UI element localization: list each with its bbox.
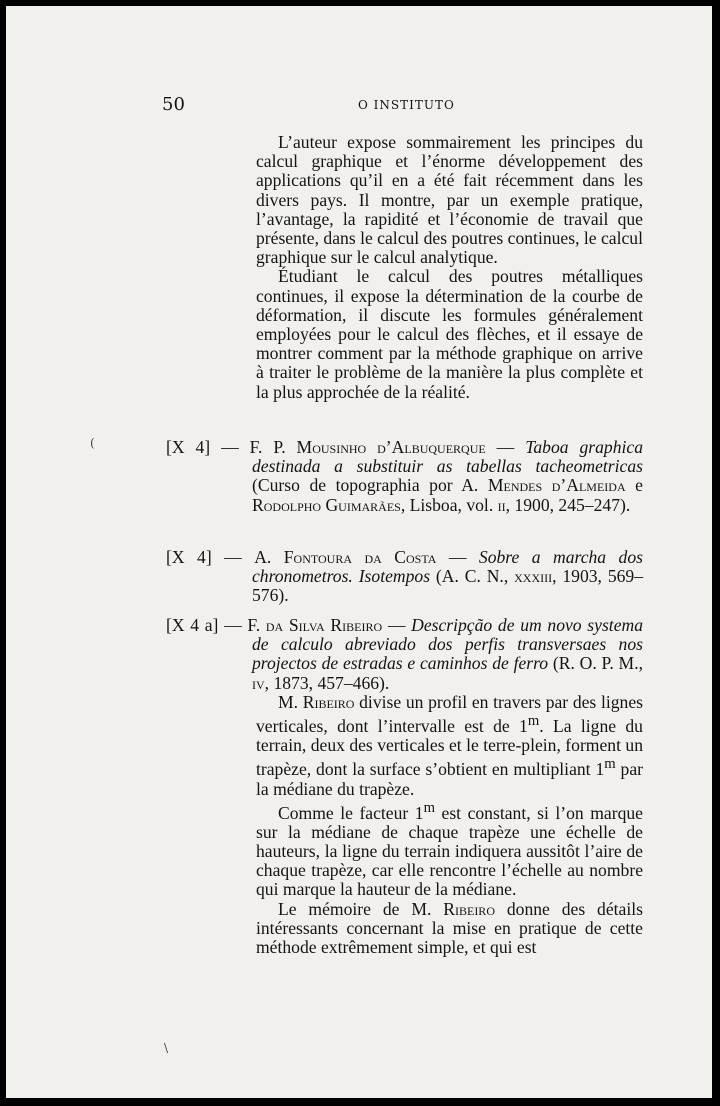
- entry-author: F. P. Mousinho d’Albuquerque: [249, 437, 486, 457]
- entry-source: (R. O. P. M.,: [548, 653, 643, 674]
- bibliography-entry: [166, 548, 643, 606]
- entry-dash: —: [382, 615, 412, 635]
- entry-title: Descripção de um novo systema de calculo abreviado dos perfis transversaes nos projectos de estradas e caminhos de ferro: [252, 615, 644, 674]
- ribeiro-summary: [256, 693, 643, 957]
- summary-paragraph-3: [256, 900, 643, 958]
- summary-paragraph-1: [256, 693, 643, 799]
- text-run: par la médiane du trapèze.: [256, 759, 643, 799]
- unit-superscript: m: [423, 799, 435, 816]
- entry-author: A. Fontoura da Costa: [254, 547, 437, 567]
- text-run: est constant, si l’on marque sur la médiane de chaque trapèze une échelle de hauteurs, la ligne du terrain indiquera aussitôt l’aire de chaque trapèze, car elle rencontre l’échelle au nombre qui marque la hauteur de la médiane.: [256, 802, 643, 900]
- text-run: M.: [278, 692, 303, 712]
- entry-code: [X 4]: [166, 437, 211, 457]
- entry-dash: —: [218, 615, 248, 635]
- entry-source: , 1900, 245–247).: [505, 494, 631, 515]
- text-run: . La ligne du terrain, deux des verticales et le terre-plein, forment un trapèze, dont la surface s’obtient en multipliant 1: [256, 716, 643, 780]
- margin-mark: \: [164, 1041, 169, 1055]
- running-title: O INSTITUTO: [358, 98, 455, 112]
- entry-code: [X 4 a]: [166, 615, 219, 635]
- summary-paragraph-2: [256, 799, 643, 900]
- page-number: 50: [162, 94, 185, 115]
- entry-dash: —: [485, 437, 526, 457]
- entry-source: , 1873, 457–466).: [264, 672, 390, 693]
- bibliography-entry: [166, 438, 643, 515]
- text-run: divise un profil en travers par des lignes verticales, dont l’intervalle est de 1: [256, 692, 643, 737]
- entry-dash: —: [211, 547, 255, 567]
- intro-paragraph-1: L’auteur expose sommairement les principes du calcul graphique et l’énorme développement des applications qu’il en a été fait récemment dans les divers pays. Il montre, par un exemple pratique, l’avantage, la rapidité et l’économie de travail que présente, dans le calcul des poutres continues, le calcul graphique sur le calcul analytique.: [256, 132, 643, 268]
- entry-dash: —: [210, 437, 250, 457]
- entry-volume: iv: [252, 672, 265, 693]
- entry-title: Taboa graphica destinada a substituir as tabellas tacheometricas: [252, 437, 644, 477]
- text-run: Le mémoire de M.: [278, 898, 444, 919]
- entry-volume: ii: [497, 494, 506, 515]
- person-name: Ribeiro: [443, 898, 495, 919]
- entry-source: , 1903, 569–576).: [252, 566, 644, 606]
- entry-volume: xxxiii: [514, 566, 553, 587]
- entry-coauthor: Mendes d’Almeida: [487, 475, 626, 496]
- bibliography-entry: [166, 616, 643, 693]
- unit-superscript: m: [527, 713, 540, 730]
- entry-source: (A. C. N.,: [430, 566, 515, 587]
- document-page: [6, 6, 712, 1098]
- entry-author: F. da Silva Ribeiro: [247, 615, 383, 635]
- unit-superscript: m: [604, 756, 616, 773]
- margin-mark: (: [90, 436, 95, 450]
- page-header: [6, 94, 712, 116]
- entry-coauthor: Rodolpho Guimarães: [252, 494, 401, 515]
- entry-title: Sobre a marcha dos chronometros. Isotempos: [252, 547, 643, 587]
- text-run: Comme le facteur 1: [278, 802, 424, 823]
- entry-source: e: [625, 475, 643, 496]
- text-run: donne des détails intéressants concernant la mise en pratique de cette méthode extrêmement simple, et qui est: [256, 898, 643, 958]
- person-name: Ribeiro: [302, 692, 355, 712]
- entry-source: (Curso de topographia por A.: [252, 475, 488, 496]
- entry-source: , Lisboa, vol.: [400, 494, 498, 515]
- entry-dash: —: [436, 547, 479, 567]
- entry-code: [X 4]: [166, 547, 212, 567]
- intro-paragraph-2: Étudiant le calcul des poutres métalliques continues, il expose la détermination de la courbe de déformation, il discute les formules généralement employées pour le calcul des flèches, et il essaye de montrer comment par la méthode graphique on arrive à traiter le problème de la manière la plus complète et la plus approchée de la réalité.: [256, 266, 643, 402]
- intro-section: [256, 133, 643, 402]
